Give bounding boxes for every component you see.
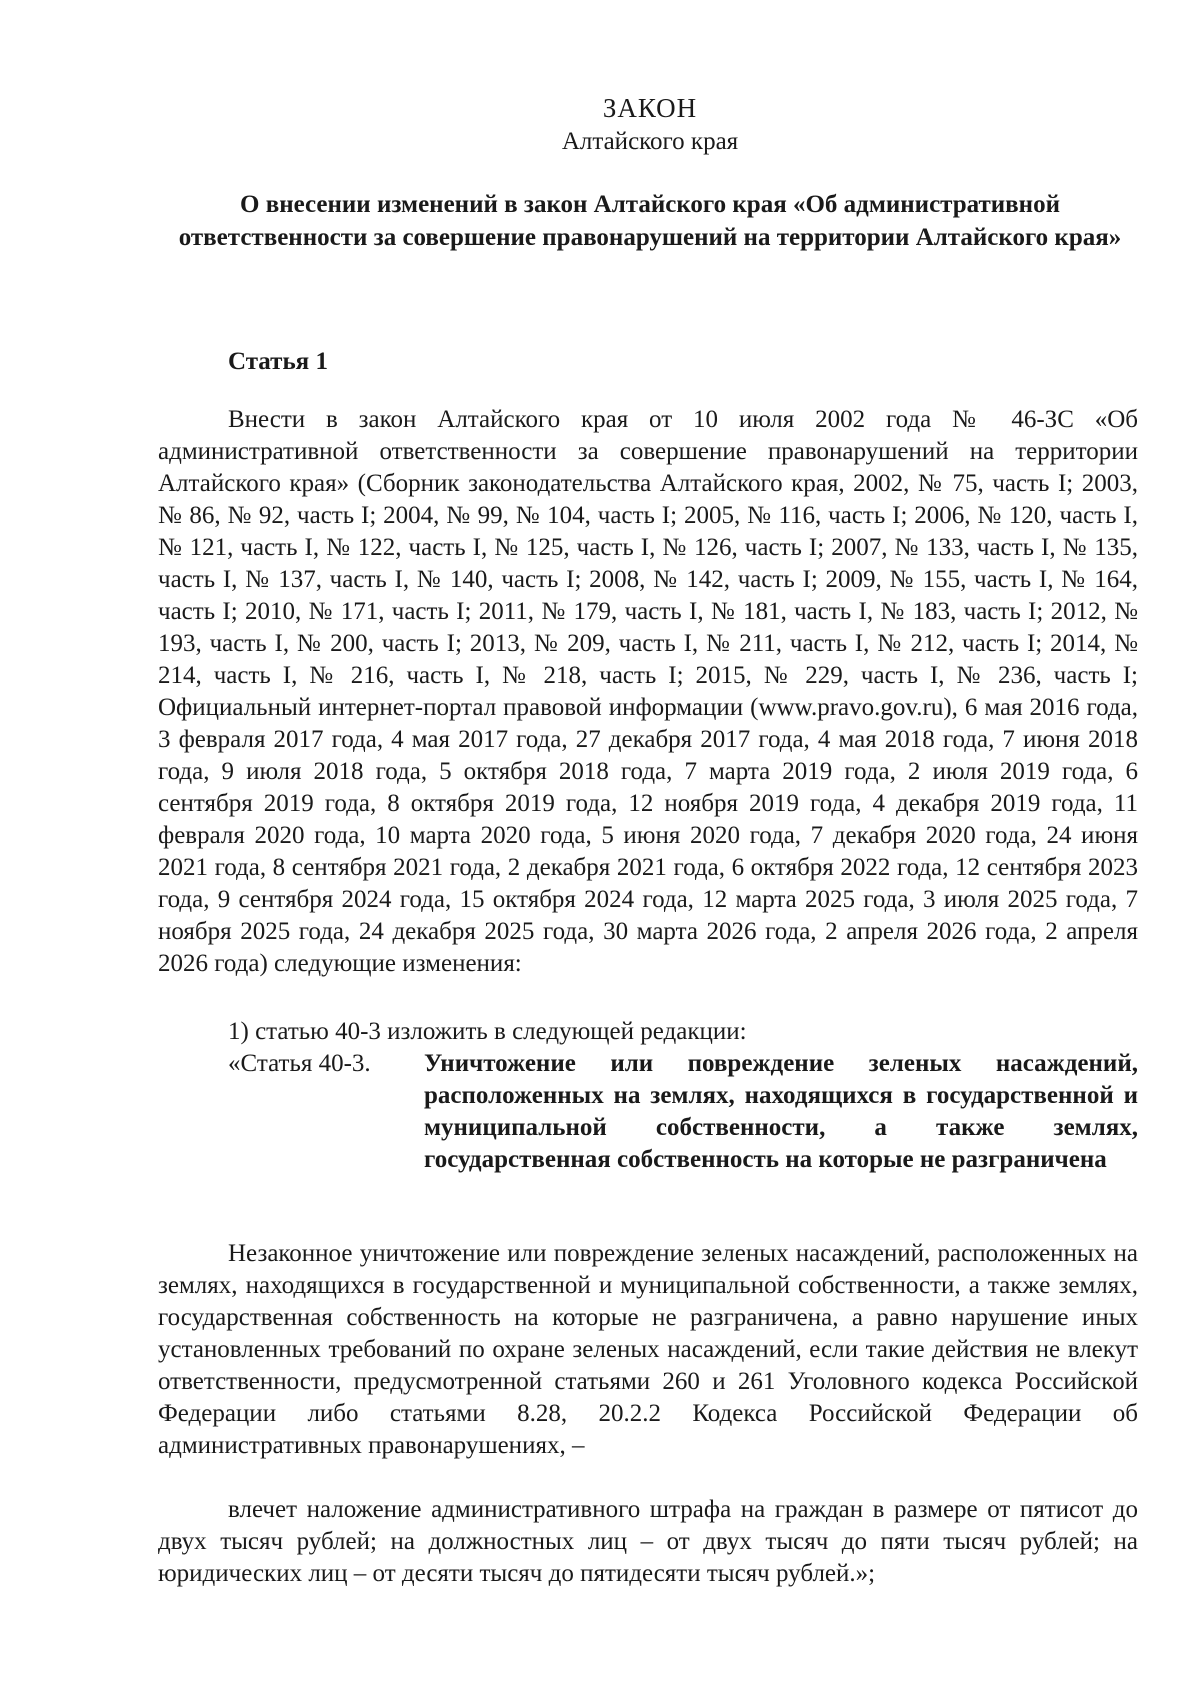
- paragraph-penalty: влечет наложение административного штрафа на граждан в размере от пятисот до двух тысяч рублей; на должностных лиц – от двух тысяч до пяти тысяч рублей; на юридических лиц – от десяти тысяч до пятидесяти тысяч рублей.»;: [158, 1496, 1138, 1587]
- law-heading: О внесении изменений в закон Алтайского края «Об административной ответственности за совершение правонарушений на территории Алтайского края»: [178, 191, 1122, 251]
- list-item-1: 1) статью 40-3 изложить в следующей редакции:: [228, 1018, 747, 1045]
- law-region: Алтайского края: [561, 128, 739, 155]
- article-label: Статья 1: [228, 348, 328, 375]
- main-paragraph: Внести в закон Алтайского края от 10 июля 2002 года № 46-ЗС «Об административной ответственности за совершение правонарушений на территории Алтайского края» (Сборник законодательства Алтайского края, 2002, № 75, часть I; 2003, № 86, № 92, часть I; 2004, № 99, № 104, часть I; 2005, № 116, часть I; 2006, № 120, часть I, № 121, часть I, № 122, часть I, № 125, часть I, № 126, часть I; 2007, № 133, часть I, № 135, часть I, № 137, часть I, № 140, часть I; 2008, № 142, часть I; 2009, № 155, часть I, № 164, часть I; 2010, № 171, часть I; 2011, № 179, часть I, № 181, часть I, № 183, часть I; 2012, № 193, часть I, № 200, часть I; 2013, № 209, часть I, № 211, часть I, № 212, часть I; 2014, № 214, часть I, № 216, часть I, № 218, часть I; 2015, № 229, часть I, № 236, часть I; Официальный интернет-портал правовой информации (www.pravo.gov.ru), 6 мая 2016 года, 3 февраля 2017 года, 4 мая 2017 года, 27 декабря 2017 года, 4 мая 2018 года, 7 июня 2018 года, 9 июля 2018 года, 5 октября 2018 года, 7 марта 2019 года, 2 июля 2019 года, 6 сентября 2019 года, 8 октября 2019 года, 12 ноября 2019 года, 4 декабря 2019 года, 11 февраля 2020 года, 10 марта 2020 года, 5 июня 2020 года, 7 декабря 2020 года, 24 июня 2021 года, 8 сентября 2021 года, 2 декабря 2021 года, 6 октября 2022 года, 12 сентября 2023 года, 9 сентября 2024 года, 15 октября 2024 года, 12 марта 2025 года, 3 июля 2025 года, 7 ноября 2025 года, 24 декабря 2025 года, 30 марта 2026 года, 2 апреля 2026 года, 2 апреля 2026 года) следующие изменения:: [158, 406, 1138, 977]
- article-40-3-title: Уничтожение или повреждение зеленых насаждений, расположенных на землях, находящихся в государственной и муниципальной собственности, а также землях, государственная собственность на которые не разграничена: [424, 1050, 1138, 1173]
- article-40-3-number: «Статья 40-3.: [228, 1050, 371, 1077]
- paragraph-offense: Незаконное уничтожение или повреждение зеленых насаждений, расположенных на землях, находящихся в государственной и муниципальной собственности, а также землях, государственная собственность на которые не разграничена, а равно нарушение иных установленных требований по охране зеленых насаждений, если такие действия не влекут ответственности, предусмотренной статьями 260 и 261 Уголовного кодекса Российской Федерации либо статьями 8.28, 20.2.2 Кодекса Российской Федерации об административных правонарушениях, –: [158, 1240, 1138, 1459]
- law-title: ЗАКОН: [602, 93, 698, 123]
